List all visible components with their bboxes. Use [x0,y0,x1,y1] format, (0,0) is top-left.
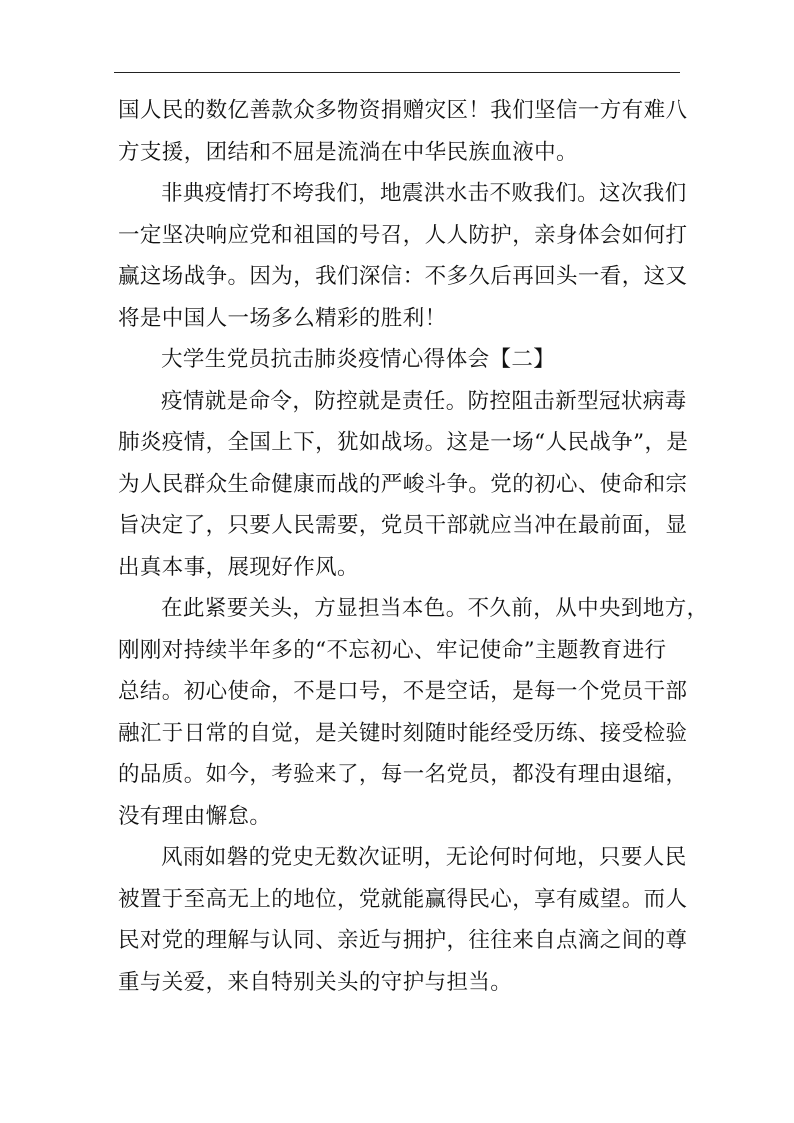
text-line: 民对党的理解与认同、亲近与拥护，往往来自点滴之间的尊 [118,928,688,953]
text-line: 疫情就是命令，防控就是责任。防控阻击新型冠状病毒 [161,388,687,414]
text-line: 在此紧要关头，方显担当本色。不久前，从中央到地方， [161,596,709,621]
text-line: 非典疫情打不垮我们，地震洪水击不败我们。这次我们 [161,181,687,206]
text-line: 国人民的数亿善款众多物资捐赠灾区！我们坚信一方有难八 [118,98,688,123]
text-line: 赢这场战争。因为，我们深信：不多久后再回头一看，这又 [118,264,688,289]
text-line: 大学生党员抗击肺炎疫情心得体会【二】 [161,347,556,372]
text-line: 被置于至高无上的地位，党就能赢得民心，享有威望。而人 [118,886,688,912]
text-line: 一定坚决响应党和祖国的号召，人人防护，亲身体会如何打 [118,222,688,248]
text-line: 旨决定了，只要人民需要，党员干部就应当冲在最前面，显 [118,513,688,538]
text-line: 重与关爱，来自特别关头的守护与担当。 [118,969,513,995]
text-line: 没有理由懈怠。 [118,803,272,829]
text-line: 出真本事，展现好作风。 [118,554,359,580]
text-line: 肺炎疫情，全国上下，犹如战场。这是一场“人民战争”，是 [118,430,689,455]
document-body [118,90,709,1003]
text-line: 风雨如磐的党史无数次证明，无论何时何地，只要人民 [161,845,687,870]
text-line: 刚刚对持续半年多的“不忘初心、牢记使命”主题教育进行 [118,637,667,663]
header-rule [114,72,680,73]
text-line: 总结。初心使命，不是口号，不是空话，是每一个党员干部 [118,679,688,704]
text-line: 为人民群众生命健康而战的严峻斗争。党的初心、使命和宗 [118,471,688,497]
text-line: 将是中国人一场多么精彩的胜利！ [118,305,447,331]
text-line: 方支援，团结和不屈是流淌在中华民族血液中。 [118,139,578,165]
text-line: 融汇于日常的自觉，是关键时刻随时能经受历练、接受检验 [118,720,688,746]
text-line: 的品质。如今，考验来了，每一名党员，都没有理由退缩， [118,762,688,787]
